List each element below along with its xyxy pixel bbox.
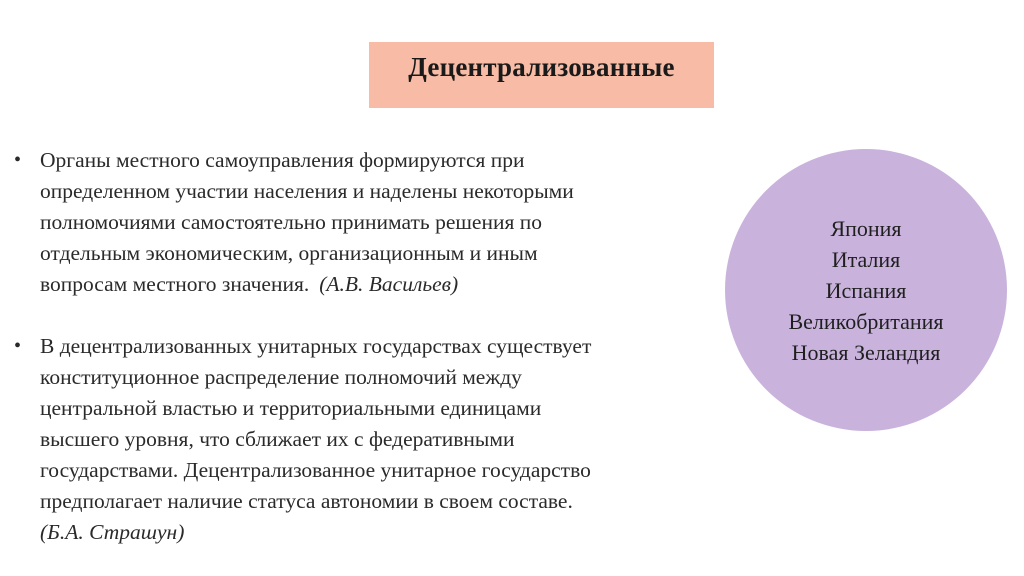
- country-item: Великобритания: [788, 308, 944, 334]
- country-item: Япония: [830, 215, 902, 241]
- citation: (Б.А. Страшун): [40, 520, 185, 544]
- title-box: [369, 42, 714, 108]
- country-item: Италия: [831, 246, 901, 272]
- country-item: Новая Зеландия: [791, 339, 941, 365]
- bullet-text: В децентрализованных унитарных государствах существует конституционное распределение полномочий между центральной властью и территориальными единицами высшего уровня, что сближает их с федеративными государствами. Децентрализованное унитарное государство предполагает наличие статуса автономии в своем составе.: [40, 334, 592, 513]
- countries-circle: [725, 149, 1007, 431]
- bullet-marker: •: [14, 335, 22, 357]
- citation: (А.В. Васильев): [319, 272, 459, 296]
- slide-title: Децентрализованные: [408, 52, 675, 82]
- bullet-item: [14, 331, 714, 548]
- bullet-marker: •: [14, 149, 22, 171]
- bullet-text: Органы местного самоуправления формируются при определенном участии населения и наделены некоторыми полномочиями самостоятельно принимать решения по отдельным экономическим, организационным и иным вопросам местного значения.: [40, 148, 574, 296]
- country-item: Испания: [825, 277, 907, 303]
- bullet-item: [14, 145, 714, 300]
- bullet-list: [14, 145, 714, 548]
